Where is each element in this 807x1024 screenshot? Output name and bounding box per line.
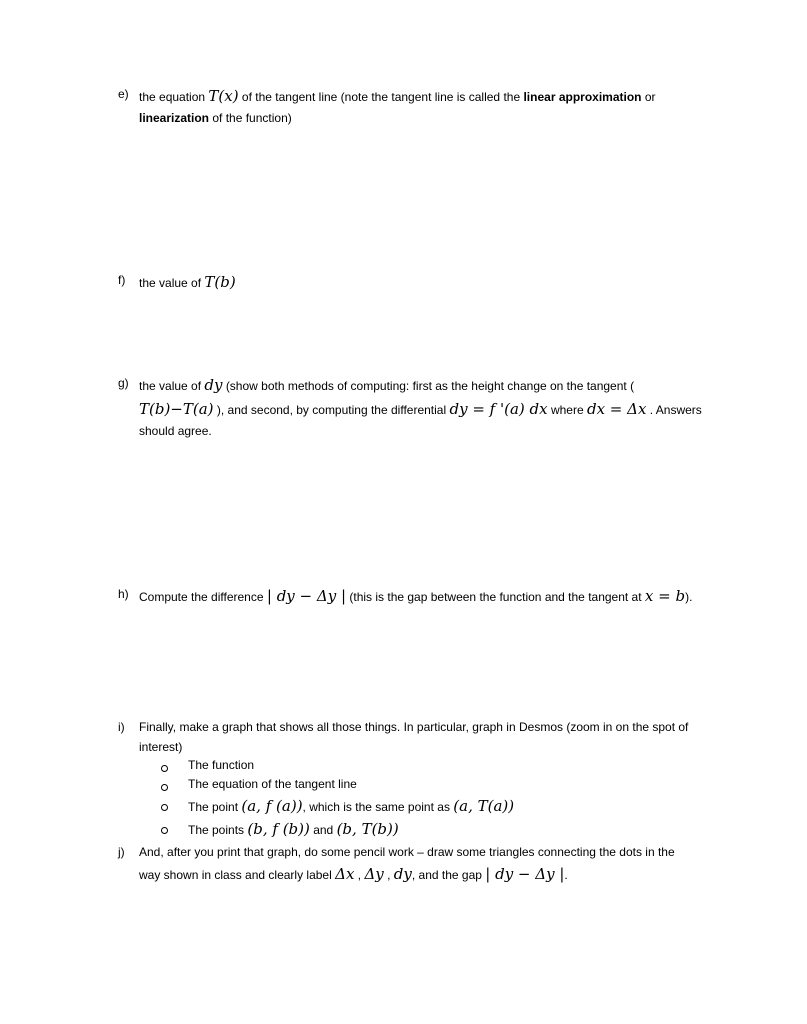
item-i-line-1: Finally, make a graph that shows all those things. In particular, graph in Desmos (zoom in on the spot of xyxy=(139,720,689,734)
item-j-line-2: way shown in class and clearly label Δx , Δy , dy, and the gap | dy − Δy |. xyxy=(139,865,568,883)
item-g-line-2: T(b)−T(a) ), and second, by computing the differential dy = f '(a) dx where dx = Δx . Answers xyxy=(139,400,702,418)
math-dy-equals-fprime-dx: dy = f '(a) dx xyxy=(449,400,548,418)
math-point-b-Tb: (b, T(b)) xyxy=(336,820,399,838)
math-delta-y: Δy xyxy=(364,865,384,883)
math-point-a-Ta: (a, T(a)) xyxy=(453,797,515,815)
item-e-label: e) xyxy=(118,87,129,101)
item-g-label: g) xyxy=(118,376,129,390)
bullet-circle-icon xyxy=(161,784,168,791)
item-h-line: Compute the difference | dy − Δy | (this is the gap between the function and the tangent at x = b). xyxy=(139,587,693,605)
math-abs-dy-minus-delta-y: | dy − Δy | xyxy=(485,865,565,883)
item-g-line-1: the value of dy (show both methods of computing: first as the height change on the tangent ( xyxy=(139,376,635,394)
math-delta-x: Δx xyxy=(335,865,355,883)
bullet-circle-icon xyxy=(161,804,168,811)
item-f-label: f) xyxy=(118,273,126,287)
math-dy: dy xyxy=(204,376,223,394)
math-point-b-fb: (b, f (b)) xyxy=(247,820,310,838)
math-dy: dy xyxy=(393,865,412,883)
item-i-line-2: interest) xyxy=(139,740,183,754)
math-Tb-minus-Ta: T(b)−T(a) xyxy=(139,400,214,418)
math-abs-dy-minus-delta-y: | dy − Δy | xyxy=(266,587,347,605)
item-e-line-1: the equation T(x) of the tangent line (note the tangent line is called the linear approximation or xyxy=(139,87,656,105)
math-T-x: T(x) xyxy=(208,87,239,105)
item-i-label: i) xyxy=(118,720,125,734)
term-linearization: linearization xyxy=(139,111,210,125)
term-linear-approximation: linear approximation xyxy=(523,90,642,104)
math-dx-equals-delta-x: dx = Δx xyxy=(586,400,647,418)
item-h-label: h) xyxy=(118,587,129,601)
item-f-line: the value of T(b) xyxy=(139,273,236,291)
bullet-circle-icon xyxy=(161,765,168,772)
bullet-circle-icon xyxy=(161,827,168,834)
math-point-a-fa: (a, f (a)) xyxy=(241,797,303,815)
item-g-line-3: should agree. xyxy=(139,424,212,438)
math-T-b: T(b) xyxy=(204,273,236,291)
math-x-equals-b: x = b xyxy=(644,587,686,605)
item-j-line-1: And, after you print that graph, do some pencil work – draw some triangles connecting the dots in the xyxy=(139,845,675,859)
item-e-line-2: linearization of the function) xyxy=(139,111,292,125)
item-j-label: j) xyxy=(118,845,125,859)
